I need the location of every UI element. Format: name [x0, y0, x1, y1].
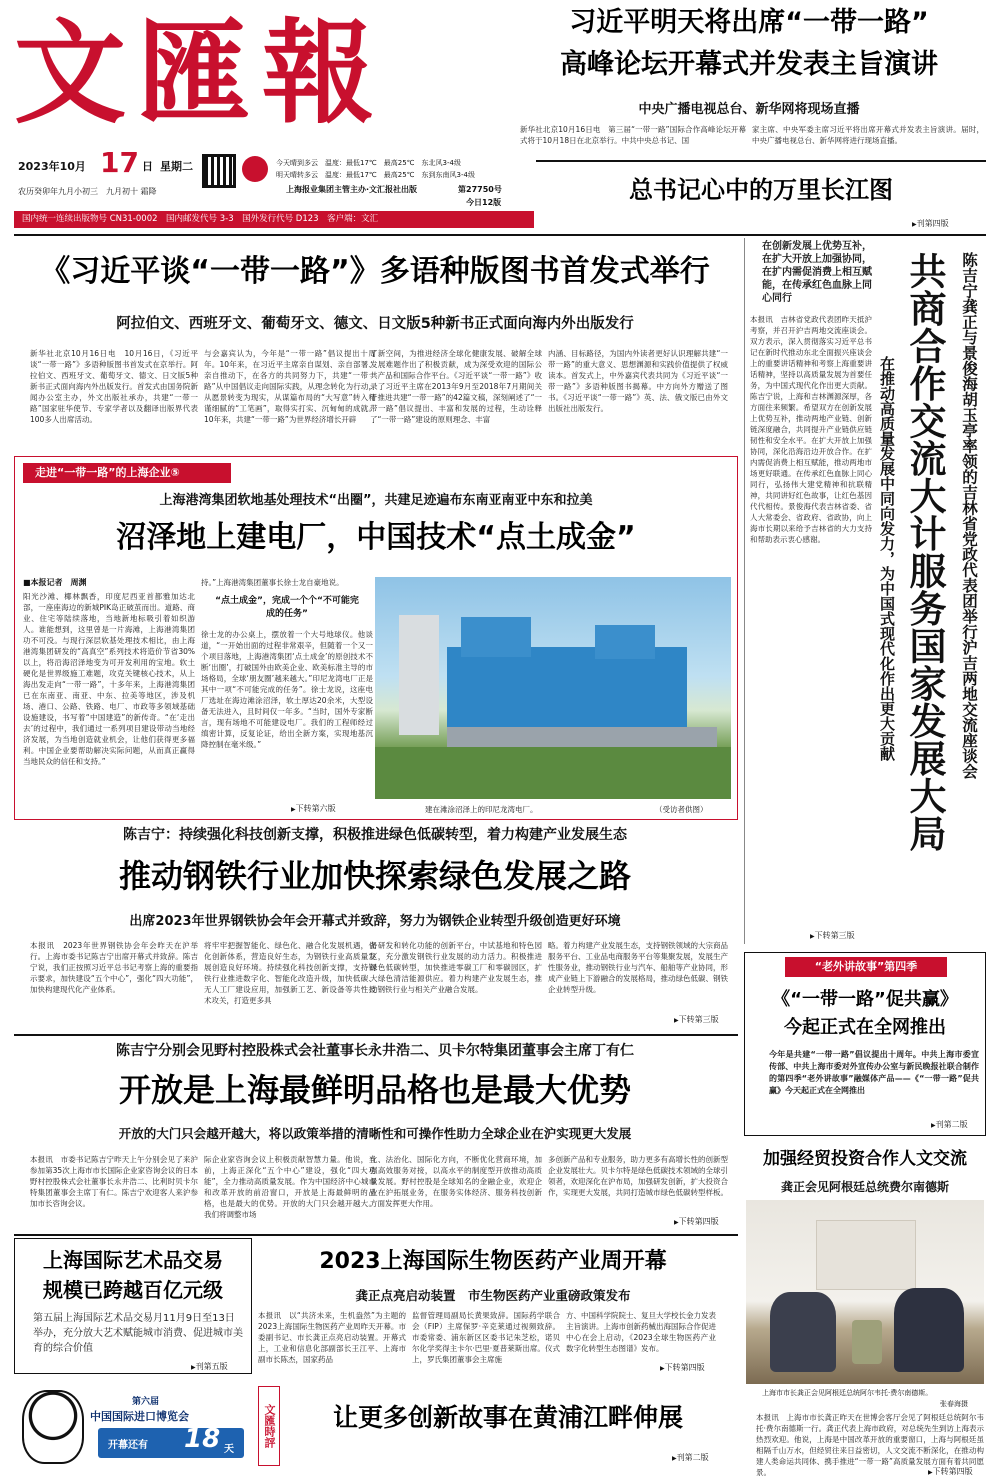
swamp-col1: 阳光沙滩、椰林飘香，印度尼西亚首都雅加达北部，一座座海边的新城PIK岛正破茧而出。道路、商业、住宅等陆续落地，当地新地标吸引着如织游人。谁能想到，这里曾是一片海滩，上海港湾集团功不可没。与现行深层软基处理技术相比，由上海港湾集团研发的“高真空”系列技术将造价节省30%以上，将沿海沼泽地变为可开发利用的宝地。软土硬化是世界级施工难题，攻克关键核心技术，从上海出发走向“一带一路”，十多年来，上海港湾集团已在东南亚、南亚、中东、拉美等地区，涉及机场、港口、公路、铁路、电厂、市政等多领域基础设施建设，书写着“中国建造”的新传奇。“在‘走出去’的过程中，我们通过一系列项目建设带动当地经济发展，为当地创造就业机会，让他们获得更多福利。中国企业要帮助解决实际问题，从而真正赢得当地民众的信任和支持。” — [23, 592, 195, 766]
power-plant-photo — [375, 577, 731, 799]
trade-title: 加强经贸投资合作人文交流 — [763, 1149, 967, 1169]
ciie-badge: 第六届 — [132, 1397, 160, 1407]
steel-col4: 略。着力构建产业发展生态，支持钢铁领域的大宗商品服务平台、工业品电商服务平台等集聚发展，发展生产性服务业，推动钢铁行业与汽车、船舶等产业协同，形成产业链上下游融合的发展格局，推动绿色低碳、钢铁企业转型升级。 — [548, 941, 728, 994]
swamp-byline: ■本报记者 周渊 — [23, 578, 87, 587]
jilin-vertical-subtitle: 在推动高质量发展中同向发力，为中国式现代化作出更大贡献 — [878, 356, 896, 761]
ciie-countdown-label: 开幕还有 — [108, 1440, 148, 1451]
yangtze-title: 总书记心中的万里长江图 — [629, 176, 893, 204]
masthead-issue-no: 第27750号 — [458, 185, 502, 194]
steel-col2: 将牢牢把握智能化、绿色化、融合化发展机遇，优化创新体系，营造良好生态，为钢铁行业高质量发展创造良好环境。持续强化科技创新支撑，支持钢铁行业推进数字化、智能化改造升级，加快低碳、无人工厂建设应用，加强新工艺、新设备等共性技术攻关，打造更多具 — [204, 941, 376, 1005]
laowai-title-line1: 《“一带一路”促共赢》 — [772, 989, 958, 1010]
swamp-series-tag-text: 走进“一带一路”的上海企业⑤ — [35, 466, 180, 479]
art-title-line1: 上海国际艺术品交易 — [43, 1248, 223, 1272]
art-title-line2: 规模已跨越百亿元级 — [43, 1278, 223, 1302]
bio-ref[interactable]: ▶ 下转第四版 — [660, 1362, 705, 1373]
masthead-lunar: 农历癸卯年九月小初三 九月初十 霜降 — [18, 187, 157, 196]
bio-col1: 本报讯 以“共济未来，生机盎然”为主题的2023上海国际生物医药产业周昨天开幕。市委副书记、市长龚正点亮启动装置。开幕式上，工业和信息化部副部长王江平、上海市副市长陈杰，国家药品 — [258, 1311, 406, 1364]
swamp-photo-credit: （受访者供图） — [655, 805, 708, 814]
swamp-story-frame[interactable] — [14, 456, 738, 820]
trade-body: 本报讯 上海市市长龚正昨天在世博会客厅会见了阿根廷总统阿尔韦托·费尔南德斯一行。龚正代表上海市政府，对总统先生到访上海表示热烈欢迎。他说，上海是中国改革开放的重要窗口，上海与阿根廷虽相隔千山万水，但经贸往来日益密切，人文交流不断深化，在推动构建人类命运共同体、携手推进“一带一路”高质量发展方面有着共同愿景。 — [756, 1413, 984, 1477]
openness-kicker: 陈吉宁分别会见野村控股株式会社董事长永井浩二、贝卡尔特集团董事会主席丁有仁 — [116, 1043, 634, 1059]
openness-col2: 际企业家咨询会议上积极贡献智慧力量。他说，当前，上海正深化“五个中心”建设，强化“四大功能”，全力推动高质量发展。作为中国经济中心城市和改革开放的前沿窗口，开放是上海最鲜明的品格，也是最大的优势。开放的大门只会越开越大。我们将调整市场 — [204, 1155, 376, 1219]
masthead-codes: 国内统一连续出版物号 CN31-0002 国内邮发代号 3-3 国外发行代号 D123 客户端：文汇 — [22, 214, 379, 224]
masthead-page-count: 今日12版 — [466, 198, 502, 207]
laowai-ref[interactable]: ▶ 刊第二版 — [931, 1119, 968, 1130]
lead-body-col1: 新华社北京10月16日电 第三届“一带一路”国际合作高峰论坛开幕式将于10月18日在北京举行。中共中央总书记、国 — [520, 125, 746, 145]
laowai-tag-text: “老外讲故事”第四季 — [814, 960, 918, 973]
swamp-series-tag — [23, 463, 231, 483]
openness-story[interactable] — [14, 1036, 738, 1232]
art-story[interactable] — [14, 1238, 252, 1374]
art-body: 第五届上海国际艺术品交易月11月9日至13日举办，充分放大艺术赋能城市消费、促进城市美育的综合价值 — [33, 1313, 243, 1354]
lead-story[interactable] — [512, 6, 986, 156]
masthead-weekday: 星期二 — [160, 160, 193, 173]
jilin-story[interactable] — [744, 238, 988, 946]
bio-story[interactable] — [258, 1238, 738, 1374]
lead-subtitle: 中央广播电视总台、新华网将现场直播 — [638, 102, 860, 117]
panda-mascot-icon — [22, 1390, 84, 1464]
masthead-date-day-suffix: 日 — [142, 160, 153, 173]
openness-col1: 本报讯 市委书记陈吉宁昨天上午分别会见了来沪参加第35次上海市市长国际企业家咨询会议的日本野村控股株式会社董事长永井浩二、比利时贝卡尔特集团董事会主席丁有仁。陈吉宁欢迎客人来沪参加市长咨询会议。 — [30, 1155, 198, 1208]
jilin-vertical-kicker: 陈吉宁龚正与景俊海胡玉亭率领的吉林省党政代表团举行沪吉两地交流座谈会 — [960, 252, 978, 779]
swamp-ref[interactable]: ▶ 下转第六版 — [291, 803, 336, 814]
trade-ref[interactable]: ▶ 下转第四版 — [928, 1466, 973, 1477]
lead-body-col2: 家主席、中央军委主席习近平将出席开幕式并发表主旨演讲。届时，中央广播电视总台、新华网将进行现场直播。 — [752, 125, 984, 145]
trade-story[interactable] — [744, 1142, 986, 1478]
openness-col4: 多创新产品和专业服务，助力更多有高增长性的创新型企业发展壮大。贝卡尔特是绿色低碳技术领域的全球引领者，欢迎深化在沪布局，加强研发创新，扩大投资合作，实现更大发展，共同打造城市绿色低碳转型样板。 — [548, 1155, 728, 1197]
steel-col1: 本报讯 2023年世界钢铁协会年会昨天在沪举行。上海市委书记陈吉宁出席开幕式并致辞。陈吉宁说，我们正按照习近平总书记考察上海的重要指示要求，加快建设“五个中心”，强化“四大功能”，加快构建现代化产业体系。 — [30, 941, 198, 994]
weather-tomorrow: 明天晴转多云 温度：最低17℃ 最高25℃ 东到东南风3-4级 — [276, 171, 475, 179]
lead-title-line1: 习近平明天将出席“一带一路” — [569, 7, 929, 38]
laowai-tag — [785, 957, 947, 977]
bio-col2: 监督管理局副局长黄果致辞。国际药学联合会（FIP）主席保罗·辛克莱通过视频致辞。市委常委、浦东新区区委书记朱芝松，诺贝尔化学奖得主卡尔·巴里·夏普莱斯出席。仪式上，罗氏集团董事会主席施 — [412, 1311, 560, 1364]
openness-col3: 化、法治化、国际化方向，不断优化营商环境，加强高效服务对接，以高水平的制度型开放推动高质量发展。野村控股是全球知名的金融企业，欢迎企业在沪拓展业务，在服务实体经济、服务科技创新方面发挥更大作用。 — [370, 1155, 542, 1208]
swamp-kicker: 上海港湾集团软地基处理技术“出圈”，共建足迹遍布东南亚南亚中东和拉美 — [159, 493, 593, 508]
jilin-intro: 在创新发展上优势互补，在扩大开放上加强协同，在扩内需促消费上相互赋能，在传承红色血脉上同心同行 — [762, 241, 872, 304]
trade-subtitle: 龚正会见阿根廷总统费尔南德斯 — [780, 1180, 949, 1194]
masthead-date-day: 17 — [100, 146, 139, 179]
bio-subtitle: 龚正点亮启动装置 市生物医药产业重磅政策发布 — [355, 1288, 631, 1303]
jilin-ref[interactable]: ▶ 下转第三版 — [810, 930, 855, 941]
commentary-ref[interactable]: ▶ 刊第二版 — [672, 1452, 709, 1463]
art-ref[interactable]: ▶ 刊第五版 — [191, 1361, 228, 1372]
jilin-vertical-title: 共商合作交流大计服务国家发展大局 — [903, 252, 946, 852]
weather-today: 今天晴到多云 温度：最低17℃ 最高25℃ 东北风3-4级 — [276, 159, 461, 167]
swamp-col2-subhead: “点土成金”，完成一个个“不可能完成的任务” — [215, 596, 359, 619]
masthead-date-year-month: 2023年10月 — [18, 160, 86, 173]
steel-subtitle: 出席2023年世界钢铁协会年会开幕式并致辞，努力为钢铁企业转型升级创造更好环境 — [129, 914, 621, 929]
yangtze-ref[interactable]: ▶ 刊第四版 — [912, 218, 949, 229]
ciie-name: 中国国际进口博览会 — [90, 1410, 189, 1423]
masthead-codes-bar — [14, 211, 534, 228]
steel-title: 推动钢铁行业加快探索绿色发展之路 — [118, 857, 631, 895]
commentary[interactable] — [258, 1382, 738, 1472]
ciie-countdown-unit: 天 — [224, 1444, 234, 1455]
ciie-countdown[interactable] — [14, 1382, 252, 1470]
newspaper-logo: 文匯報 — [14, 8, 386, 139]
book-col4: 内涵、目标路径，为国内外读者更好认识理解共建“一带一路”的重大意义、思想渊源和实践价值提供了权威读本。首发式上，中外嘉宾代表共同为《习近平谈“一带一路”》多语种版图书揭幕。中方向外方赠送了图书。《习近平谈“一带一路”》英、法、俄文版已由外文出版社出版发行。 — [548, 349, 728, 413]
laowai-story[interactable] — [744, 952, 986, 1136]
steel-col3: 备研发和转化功能的创新平台，中试基地和特色园区，充分激发钢铁行业发展的动力活力。积极推进绿色低碳转型，加快推进零碳工厂和零碳园区，扩大绿色清洁能源供应。着力构建产业发展生态，推动钢铁行业与相关产业融合发展。 — [370, 941, 542, 994]
swamp-col2-intro: 持。”上海港湾集团董事长徐士龙自豪地说。 — [201, 578, 344, 587]
yangtze-feature[interactable] — [536, 164, 986, 228]
steel-story[interactable] — [14, 822, 738, 1032]
trade-photo-caption: 上海市市长龚正会见阿根廷总统阿尔韦托·费尔南德斯。 — [762, 1389, 933, 1397]
steel-ref[interactable]: ▶ 下转第三版 — [674, 1014, 719, 1025]
wenhui-app-icon — [242, 156, 268, 182]
laowai-body: 今年是共建“一带一路”倡议提出十周年。中共上海市委宣传部、中共上海市委对外宣传办公室与新民晚报社联合制作的第四季“老外讲故事”融媒体产品——《“一带一路”促共赢》今天起正式在全网推出 — [769, 1050, 979, 1095]
swamp-title: 沼泽地上建电厂，中国技术“点土成金” — [116, 520, 636, 555]
bio-col3: 方、中国科学院院士、复旦大学校长金力发表主旨演讲。上海市创新药械出海国际合作促进中心在会上启动，《2023全球生物医药产业数字化转型生态图谱》发布。 — [566, 1311, 716, 1353]
swamp-col2-body: 徐士龙的办公桌上，摆放着一个大号地球仪。他谈道，“一开始出面的过程非常艰辛，但随着一个又一个项目落地，上海港湾集团‘点土成金’的原创技术不断‘出圈’，打破国外由欧美企业、欧美标准主导的市场格局，全球‘朋友圈’越来越大。”印尼龙湾电厂正是其中一项“不可能完成的任务”。徐士龙说，这座电厂选址在海边滩涂沼泽，软土厚达20余米，大型设备无法进入，且时间仅一年多。“当时，国外专家断言，现有场地不可能建设电厂。我们的工程师经过缜密计算，反复论证，给出全新方案，实现地基沉降控制在毫米级。” — [201, 630, 373, 749]
openness-ref[interactable]: ▶ 下转第四版 — [674, 1216, 719, 1227]
book-col2: 与会嘉宾认为，今年是“一带一路”倡议提出十周年。10年来，在习近平主席亲自谋划、亲自部署、亲自推动下，在各方的共同努力下，共建“一带一路”从中国倡议走向国际实践，从理念转化为行动，从愿景转变为现实，从谋篇布局的“大写意”转入精谨细腻的“工笔画”，取得实打实、沉甸甸的成就。10年来，共建“一带一路”为世界经济增长开辟 — [204, 349, 376, 424]
commentary-title: 让更多创新故事在黄浦江畔伸展 — [332, 1403, 683, 1432]
book-col1: 新华社北京10月16日电 10月16日，《习近平谈“一带一路”》多语种版图书首发式在京举行。阿拉伯文、西班牙文、葡萄牙文、德文、日文版5种新书正式面向海内外出版发行。首发式由国务院新闻办公室主办，外文出版社承办，共建“一带一路”国家驻华使节、专家学者以及翻译出版界代表100多人出席活动。 — [30, 349, 198, 424]
book-title: 《习近平谈“一带一路”》多语种版图书首发式举行 — [40, 254, 710, 289]
jilin-body: 本报讯 吉林省党政代表团昨天抵沪考察，并召开沪吉两地交流座谈会。双方表示，深入贯彻落实习近平总书记在新时代推动东北全面振兴座谈会上的重要讲话精神和考察上海重要讲话精神，坚持以高质量发展为首要任务，为中国式现代化作出更大贡献。陈吉宁说，上海和吉林渊源深厚，各方面往来频繁。希望双方在创新发展上优势互补，推动两地产业链、创新链深度融合，共同提升产业链供应链韧性和安全水平。在扩大开放上加强协同，深化沿海沿边开放合作。在扩内需促消费上相互赋能，推动两地市场更好联通。在传承红色血脉上同心同行，弘扬伟大建党精神和抗联精神，共同讲好红色故事，让红色基因代代相传。景俊海代表吉林省委、省人大常委会、省政府、省政协，向上海市长期以来给予吉林省的大力支持和帮助表示衷心感谢。 — [750, 315, 872, 544]
bio-title: 2023上海国际生物医药产业周开幕 — [319, 1249, 667, 1274]
steel-kicker: 陈吉宁：持续强化科技创新支撑，积极推进绿色低碳转型，着力构建产业发展生态 — [123, 827, 627, 843]
qr-code-icon[interactable] — [202, 154, 236, 188]
ciie-countdown-days: 18 — [184, 1424, 221, 1454]
laowai-title-line2: 今起正式在全网推出 — [784, 1017, 946, 1038]
swamp-photo-caption: 建在滩涂沼泽上的印尼龙湾电厂。 — [425, 805, 538, 814]
masthead-publisher: 上海报业集团主管主办·文汇报社出版 — [286, 185, 418, 194]
book-subtitle: 阿拉伯文、西班牙文、葡萄牙文、德文、日文版5种新书正式面向海内外出版发行 — [116, 316, 634, 332]
meeting-photo — [746, 1200, 984, 1384]
commentary-tag: 文匯時評 — [258, 1386, 280, 1466]
book-col3: 了新空间，为推进经济全球化健康发展、破解全球发展难题作出了积极贡献，成为深受欢迎的国际公共产品和国际合作平台。《习近平谈“一带一路”》收录了习近平主席在2013年9月至2018年7月期间关于推进共建“一带一路”的42篇文稿，深刻阐述了“一带一路”倡议提出、丰富和发展的过程，生动诠释了“一带一路”建设的原则理念、丰富 — [370, 349, 542, 424]
openness-title: 开放是上海最鲜明品格也是最大优势 — [118, 1071, 631, 1109]
openness-subtitle: 开放的大门只会越开越大，将以政策举措的清晰性和可操作性助力全球企业在沪实现更大发展 — [118, 1126, 632, 1141]
book-story[interactable] — [14, 238, 736, 454]
trade-photo-credit: 张春海摄 — [940, 1400, 968, 1408]
lead-title-line2: 高峰论坛开幕式并发表主旨演讲 — [560, 49, 938, 80]
